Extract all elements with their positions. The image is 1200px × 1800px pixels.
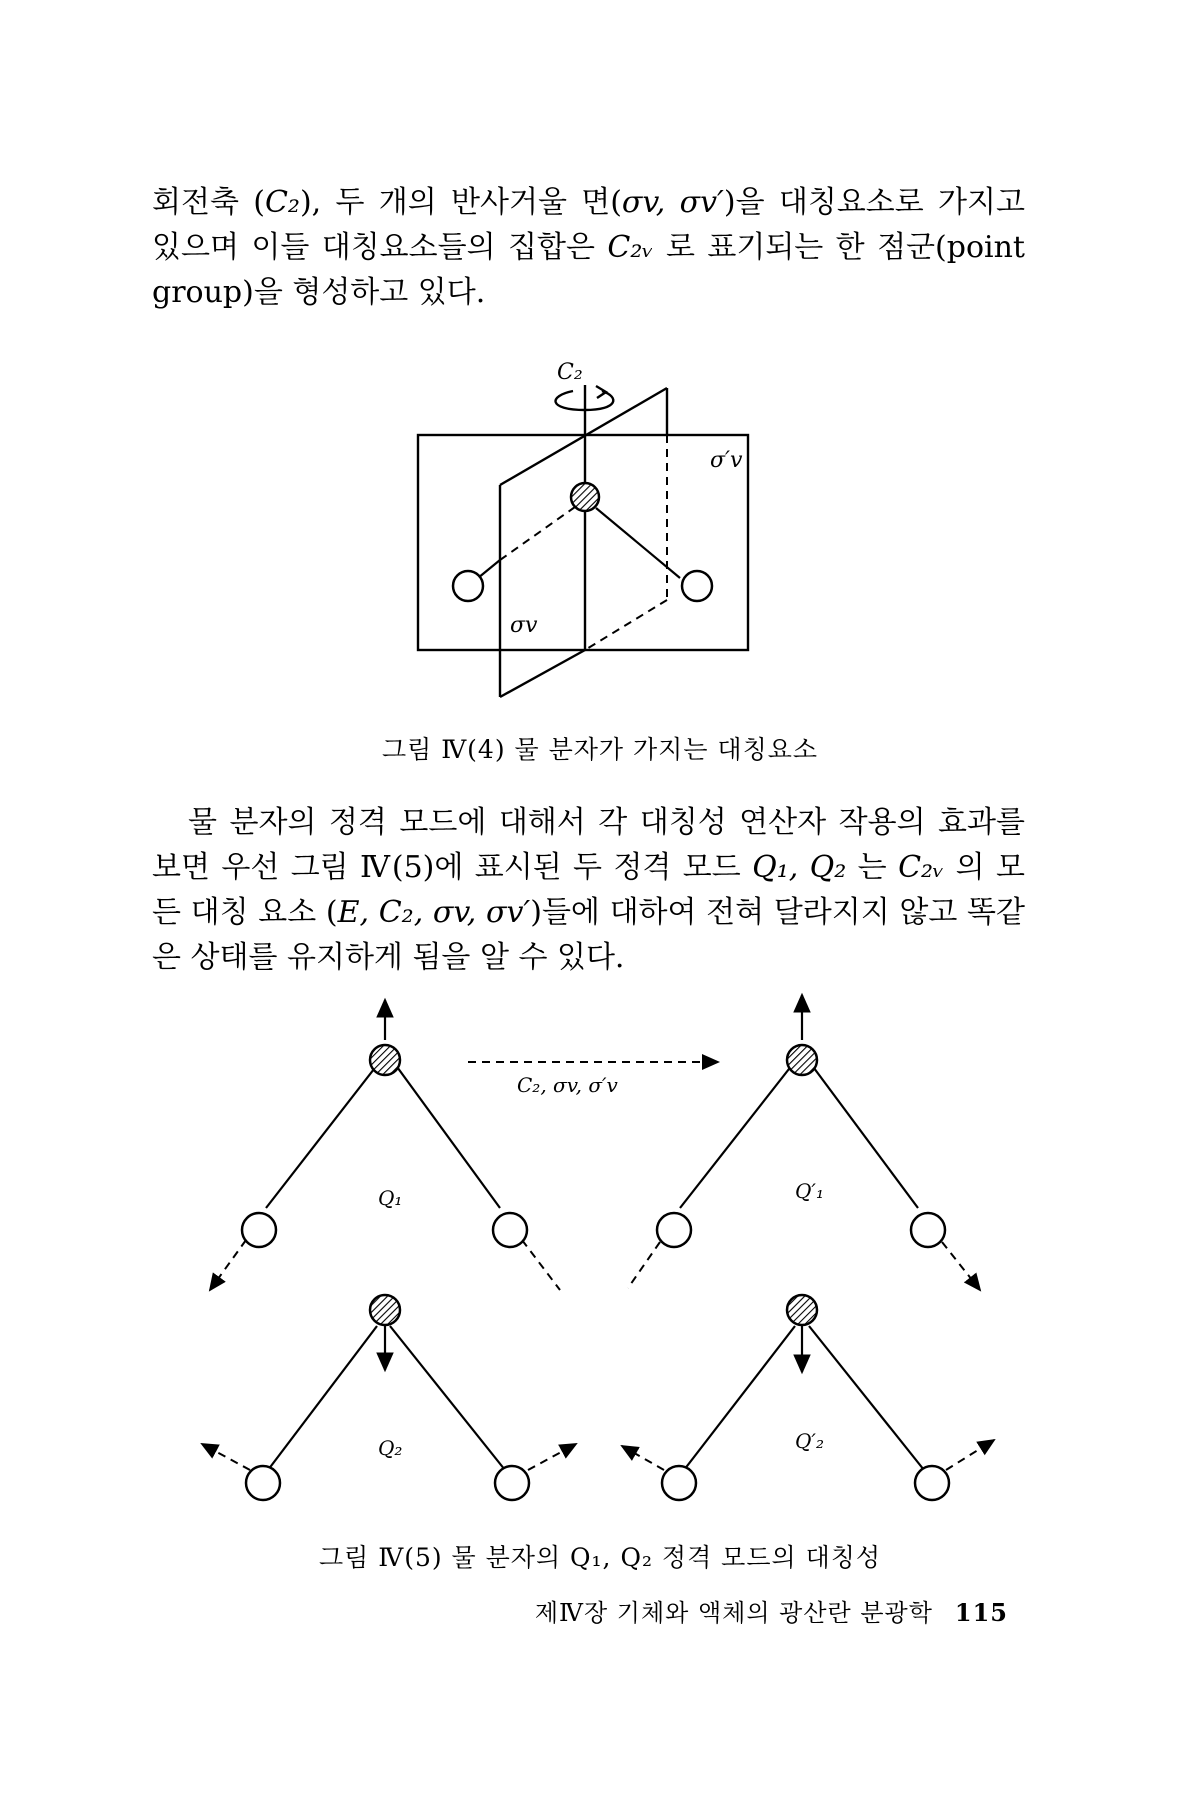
symmetry-operation-label: C₂, σv, σ′v (517, 1073, 618, 1097)
sigma-v-prime-label: σ′v (710, 448, 743, 473)
p2-operations: E, C₂, σv, σv′ (337, 895, 531, 930)
q2-bond-left (268, 1326, 377, 1470)
q2-h-left-displacement-arrow (202, 1444, 250, 1470)
q2-label: Q₂ (378, 1436, 403, 1460)
p1-text-3: )을 대칭요소로 가지고 있으며 이들 대칭요소들의 집합은 (152, 185, 1025, 265)
q2p-hydrogen-left (662, 1466, 696, 1500)
q1-label: Q₁ (378, 1186, 403, 1210)
q2p-bond-right (809, 1326, 924, 1470)
q1-oxygen-atom (370, 1045, 400, 1075)
q1-bond-right (392, 1060, 500, 1208)
p2-c2v-symbol: C₂ᵥ (898, 850, 945, 885)
sigma-v-label: σv (510, 613, 538, 638)
mode-q2-prime-diagram (622, 1295, 994, 1500)
p1-c2-symbol: C₂ (264, 185, 300, 220)
p2-text-3: 의 모든 대칭 요소 ( (152, 850, 1025, 930)
q1-hydrogen-left (242, 1213, 276, 1247)
c2-axis-label: C₂ (557, 360, 583, 385)
q2p-oxygen-atom (787, 1295, 817, 1325)
p2-text-4: )들에 대하여 전혀 달라지지 않고 똑같은 상태를 유지하게 됨을 알 수 있다. (152, 895, 1025, 975)
mode-q1-diagram (210, 1000, 560, 1290)
page-footer (535, 1593, 1008, 1628)
q2-bond-right (390, 1326, 505, 1470)
q1-h-right-displacement (522, 1240, 560, 1290)
q1p-hydrogen-right (911, 1213, 945, 1247)
mode-q1-prime-diagram (628, 995, 980, 1290)
q1p-hydrogen-left (657, 1213, 691, 1247)
q1-prime-label: Q′₁ (795, 1179, 824, 1203)
q2p-h-left-displacement-arrow (622, 1446, 664, 1470)
p1-text-4: 로 표기되는 한 점군(point group)을 형성하고 있다. (152, 230, 1025, 310)
q2p-h-right-displacement-arrow (946, 1440, 994, 1470)
q2p-hydrogen-right (915, 1466, 949, 1500)
q1p-oxygen-atom (787, 1045, 817, 1075)
q2-prime-label: Q′₂ (795, 1429, 824, 1453)
mode-q2-diagram (202, 1295, 576, 1500)
p2-text-1: 물 분자의 정격 모드에 대해서 각 대칭성 연산자 작용의 효과를 보면 우선 그림 Ⅳ(5)에 표시된 두 정격 모드 (152, 805, 1025, 885)
p2-text-2: 는 (846, 850, 899, 885)
chapter-title: 제Ⅳ장 기체와 액체의 광산란 분광학 (534, 1599, 933, 1627)
p1-text-1: 회전축 ( (152, 185, 265, 220)
q1p-h-right-displacement-arrow (942, 1242, 980, 1290)
p2-q-symbols: Q₁, Q₂ (752, 850, 847, 885)
q1p-h-left-displacement (628, 1242, 660, 1288)
q1-hydrogen-right (493, 1213, 527, 1247)
q2-hydrogen-right (495, 1466, 529, 1500)
q2-oxygen-atom (370, 1295, 400, 1325)
q1p-bond-left (680, 1060, 796, 1208)
p1-c2v-symbol: C₂ᵥ (607, 230, 654, 265)
q2p-bond-left (684, 1326, 795, 1470)
q2-h-right-displacement-arrow (528, 1444, 576, 1470)
p1-text-2: ), 두 개의 반사거울 면( (299, 185, 622, 220)
q1-h-left-displacement-arrow (210, 1240, 246, 1290)
p1-sigma-symbols: σv, σv′ (621, 185, 724, 220)
q1-bond-left (266, 1060, 381, 1208)
figure-4-caption: 그림 Ⅳ(4) 물 분자가 가지는 대칭요소 (381, 735, 819, 764)
page-number: 115 (954, 1598, 1008, 1627)
q1p-bond-right (808, 1060, 918, 1208)
figure-5-caption: 그림 Ⅳ(5) 물 분자의 Q₁, Q₂ 정격 모드의 대칭성 (318, 1543, 882, 1572)
q2-hydrogen-left (246, 1466, 280, 1500)
